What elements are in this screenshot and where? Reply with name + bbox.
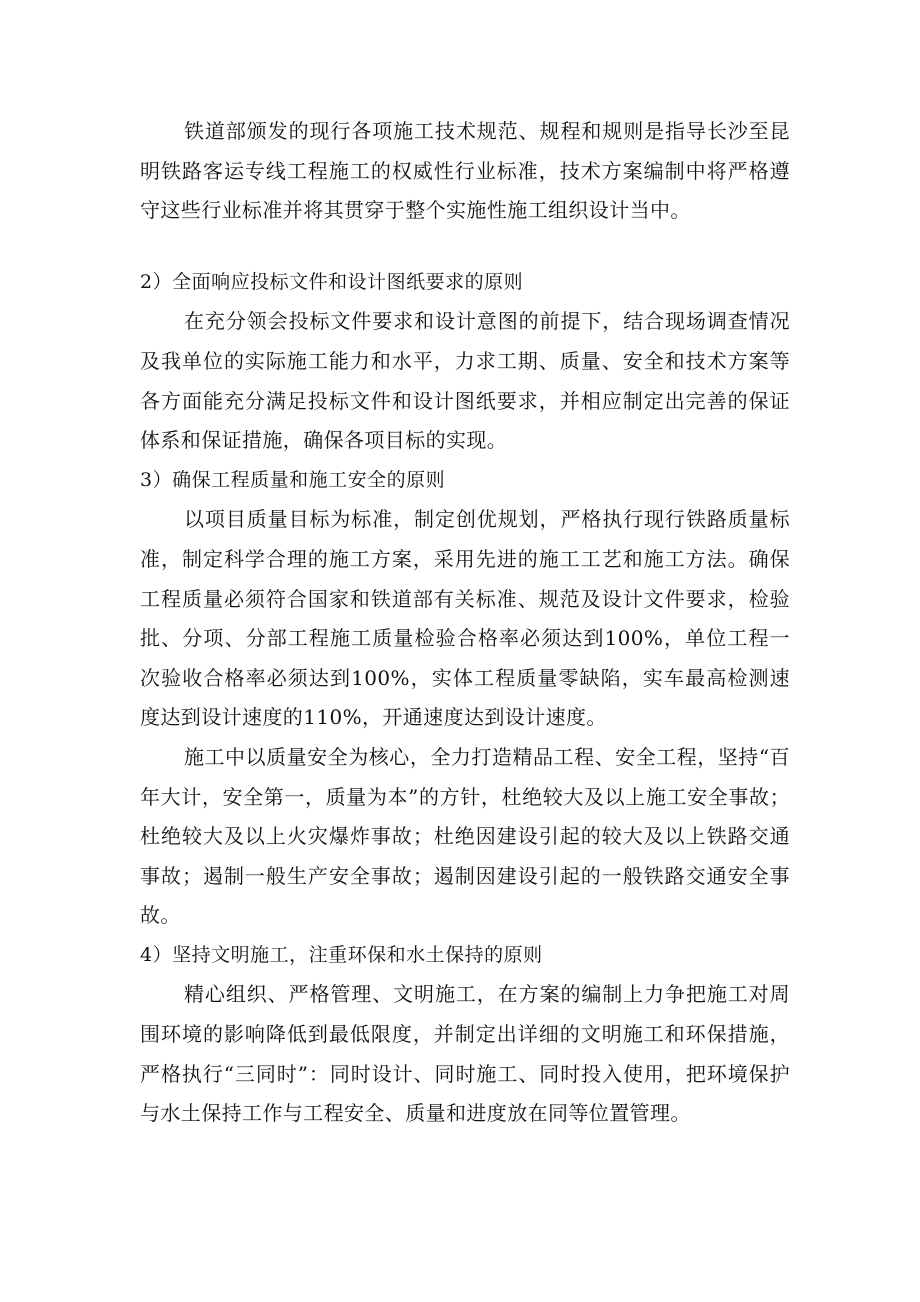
heading-principle-3: 3）确保工程质量和施工安全的原则 xyxy=(140,468,446,491)
paragraph-civilized-construction: 精心组织、严格管理、文明施工，在方案的编制上力争把施工对周围环境的影响降低到最低限度，并制定出详细的文明施工和环保措施，严格执行“三同时”：同时设计、同时施工、同时投入使用，把环境保护与水土保持工作与工程安全、质量和进度放在同等位置管理。 xyxy=(140,982,790,1126)
heading-principle-2: 2）全面响应投标文件和设计图纸要求的原则 xyxy=(140,270,524,293)
paragraph-quality-target: 以项目质量目标为标准，制定创优规划，严格执行现行铁路质量标准，制定科学合理的施工方案，采用先进的施工工艺和施工方法。确保工程质量必须符合国家和铁道部有关标准、规范及设计文件要求，检验批、分项、分部工程施工质量检验合格率必须达到100%，单位工程一次验收合格率必须达到100%，实体工程质量零缺陷，实车最高检测速度达到设计速度的110%，开通速度达到设计速度。 xyxy=(140,507,790,730)
document-body xyxy=(140,112,790,1134)
paragraph-bid-response: 在充分领会投标文件要求和设计意图的前提下，结合现场调查情况及我单位的实际施工能力和水平，力求工期、质量、安全和技术方案等各方面能充分满足投标文件和设计图纸要求，并相应制定出完善的保证体系和保证措施，确保各项目标的实现。 xyxy=(140,309,790,453)
paragraph-safety-core: 施工中以质量安全为核心，全力打造精品工程、安全工程，坚持“百年大计，安全第一，质量为本”的方针，杜绝较大及以上施工安全事故；杜绝较大及以上火灾爆炸事故；杜绝因建设引起的较大及以上铁路交通事故；遏制一般生产安全事故；遏制因建设引起的一般铁路交通安全事故。 xyxy=(140,744,790,928)
paragraph-industry-standards: 铁道部颁发的现行各项施工技术规范、规程和规则是指导长沙至昆明铁路客运专线工程施工的权威性行业标准，技术方案编制中将严格遵守这些行业标准并将其贯穿于整个实施性施工组织设计当中。 xyxy=(140,119,790,223)
heading-principle-4: 4）坚持文明施工，注重环保和水土保持的原则 xyxy=(140,943,543,966)
